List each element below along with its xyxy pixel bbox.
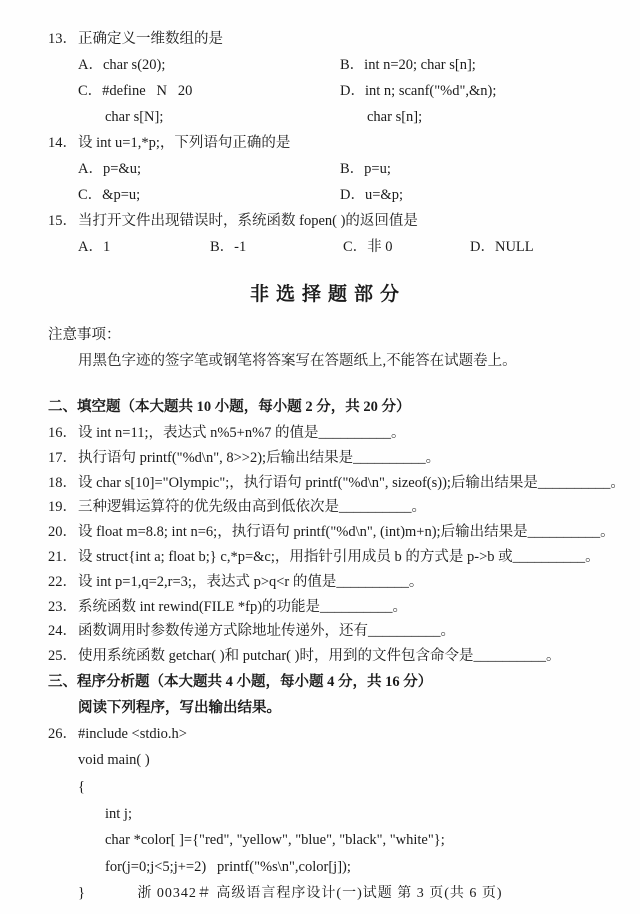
option-b: [210, 234, 343, 260]
question-number: 15．: [48, 213, 77, 229]
question-stem-row: [48, 130, 624, 156]
question-number: 21．: [48, 548, 77, 565]
question-text: 设 int n=11;，表达式 n%5+n%7 的值是__________。: [78, 425, 406, 441]
question-18: [48, 471, 624, 496]
question-stem: 正确定义一维数组的是: [78, 31, 223, 47]
question-26: [48, 721, 624, 907]
code-line: [48, 721, 624, 748]
option-label: D．: [470, 239, 495, 255]
question-17: [48, 446, 624, 471]
option-d: [470, 234, 534, 260]
option-text: int n=20; char s[n];: [364, 57, 476, 73]
option-text: &p=u;: [102, 187, 141, 203]
option-c: [343, 234, 470, 260]
question-text: 三种逻辑运算符的优先级由高到低依次是__________。: [78, 499, 426, 516]
code-text: #include <stdio.h>: [78, 725, 187, 742]
option-label: B．: [340, 161, 365, 177]
question-stem-row: [48, 208, 624, 234]
code-line: for(j=0;j<5;j+=2) printf("%s\n",color[j]);: [105, 858, 351, 875]
question-number: 17．: [48, 449, 77, 466]
option-label: A．: [78, 57, 103, 73]
question-number: 24．: [48, 623, 77, 640]
option-label: C．: [78, 83, 103, 99]
question-15: [48, 208, 624, 260]
code-line: char *color[ ]={"red", "yellow", "blue", "black", "white"};: [105, 832, 445, 849]
question-text: 系统函数 int rewind(FILE *fp)的功能是__________。: [78, 598, 408, 615]
section3-instruction: 阅读下列程序，写出输出结果。: [78, 699, 281, 716]
question-text: 执行语句 printf("%d\n", 8>>2);后输出结果是__________。: [78, 449, 441, 466]
option-text: p=&u;: [102, 161, 141, 177]
option-text: -1: [234, 239, 247, 255]
option-label: C．: [343, 239, 368, 255]
option-text: int n; scanf("%d",&n);: [364, 83, 497, 99]
option-label: A．: [78, 161, 103, 177]
code-line: }: [78, 885, 85, 902]
option-text: u=&p;: [364, 187, 403, 203]
option-c: [78, 182, 340, 208]
question-13: [48, 26, 624, 130]
option-label: A．: [78, 239, 103, 255]
option-label: B．: [210, 239, 235, 255]
question-number: 19．: [48, 499, 77, 516]
question-number: 23．: [48, 598, 77, 615]
question-number: 16．: [48, 425, 77, 441]
question-number: 18．: [48, 474, 77, 491]
question-text: 设 char s[10]="Olympic";，执行语句 printf("%d\n", sizeof(s));后输出结果是__________。: [78, 474, 625, 491]
option-c: [78, 78, 340, 104]
code-line: void main( ): [78, 752, 150, 769]
option-text: #define N 20: [102, 83, 193, 99]
question-stem-row: [48, 26, 624, 52]
question-16: [48, 421, 624, 446]
option-row-abcd: [78, 234, 624, 260]
code-line: int j;: [105, 805, 132, 822]
code-line: {: [78, 778, 85, 795]
notes-title: 注意事项：: [48, 327, 121, 343]
question-25: [48, 644, 624, 669]
question-20: [48, 520, 624, 545]
option-a: [78, 234, 210, 260]
option-b: [340, 52, 476, 78]
option-text: p=u;: [364, 161, 391, 177]
section2-heading: 二、填空题（本大题共 10 小题，每小题 2 分，共 20 分）: [48, 399, 411, 415]
option-text: char s(20);: [102, 57, 166, 73]
question-number: 13．: [48, 31, 77, 47]
option-row-cd: [78, 182, 624, 208]
option-row-ab: [78, 156, 624, 182]
option-d-continuation: char s[n];: [367, 109, 423, 125]
question-14: [48, 130, 624, 208]
question-number: 26．: [48, 725, 77, 742]
question-21: [48, 545, 624, 570]
question-text: 设 float m=8.8; int n=6;，执行语句 printf("%d\n", (int)m+n);后输出结果是__________。: [78, 524, 615, 541]
question-text: 使用系统函数 getchar( )和 putchar( )时，用到的文件包含命令是__________。: [78, 648, 561, 665]
question-23: [48, 595, 624, 620]
option-label: B．: [340, 57, 365, 73]
question-text: 设 int p=1,q=2,r=3;，表达式 p>q<r 的值是__________。: [78, 573, 424, 590]
option-label: D．: [340, 187, 365, 203]
section-heading: 非选择题部分: [249, 284, 406, 305]
option-text: NULL: [494, 239, 534, 255]
question-number: 22．: [48, 573, 77, 590]
option-d: [340, 182, 403, 208]
option-row-ab: [78, 52, 624, 78]
option-a: [78, 156, 340, 182]
question-stem: 当打开文件出现错误时，系统函数 fopen( )的返回值是: [78, 213, 418, 229]
option-label: C．: [78, 187, 103, 203]
question-stem: 设 int u=1,*p;，下列语句正确的是: [78, 135, 291, 151]
option-a: [78, 52, 340, 78]
question-text: 函数调用时参数传递方式除地址传递外，还有__________。: [78, 623, 455, 640]
option-continuation-row: [78, 104, 624, 130]
question-22: [48, 570, 624, 595]
notes-body: 用黑色字迹的签字笔或钢笔将答案写在答题纸上,不能答在试题卷上。: [78, 353, 517, 369]
page-footer: 浙 00342＃ 高级语言程序设计(一)试题 第 3 页(共 6 页): [137, 886, 503, 901]
option-text: 非 0: [367, 239, 393, 255]
option-b: [340, 156, 391, 182]
option-text: 1: [102, 239, 111, 255]
option-label: D．: [340, 83, 365, 99]
option-c-continuation: char s[N];: [105, 109, 164, 125]
question-number: 25．: [48, 648, 77, 665]
question-text: 设 struct{int a; float b;} c,*p=&c;，用指针引用成员 b 的方式是 p->b 或__________。: [78, 548, 600, 565]
option-d: [340, 78, 496, 104]
option-row-cd: [78, 78, 624, 104]
question-24: [48, 619, 624, 644]
question-number: 14．: [48, 135, 77, 151]
question-19: [48, 495, 624, 520]
question-number: 20．: [48, 524, 77, 541]
section3-heading: 三、程序分析题（本大题共 4 小题，每小题 4 分，共 16 分）: [48, 673, 433, 690]
